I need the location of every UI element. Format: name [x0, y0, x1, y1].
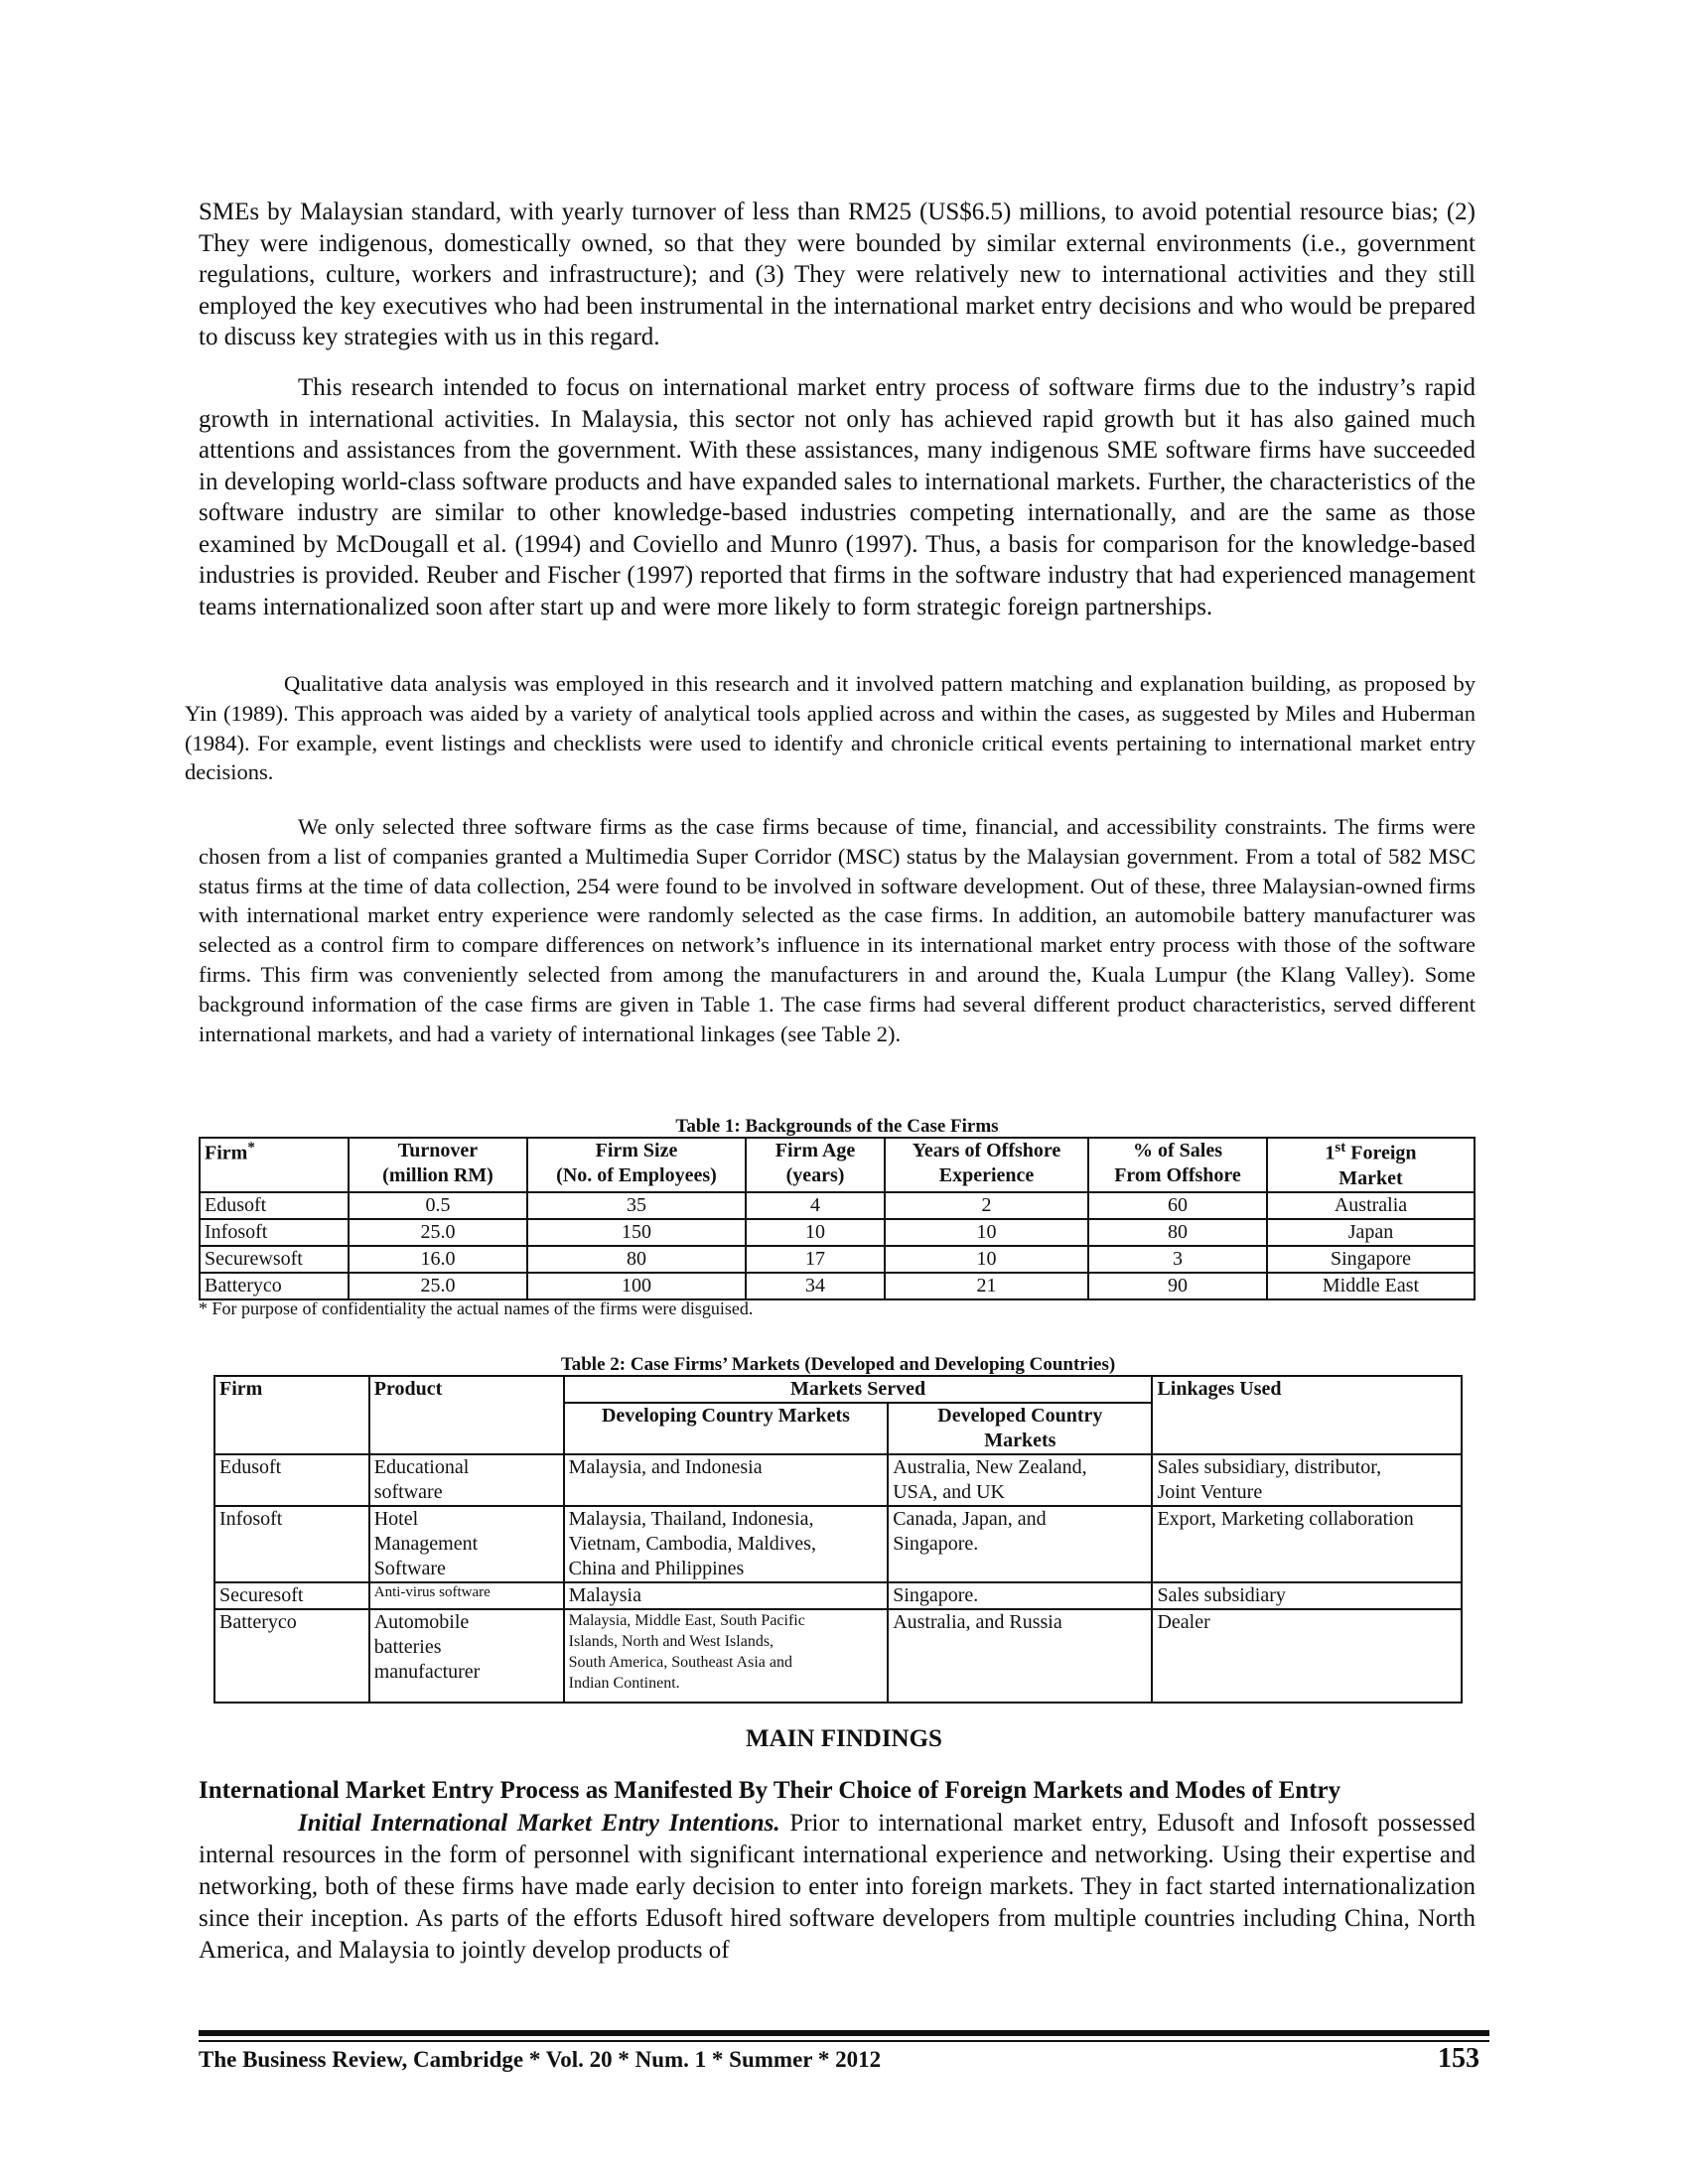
table-row	[214, 1506, 1462, 1582]
table1-caption: Table 1: Backgrounds of the Case Firms	[675, 1116, 999, 1137]
table-cell: 100	[527, 1273, 746, 1299]
table1-header-size: Firm Size (No. of Employees)	[527, 1138, 746, 1192]
table-cell: Edusoft	[200, 1192, 349, 1219]
table-cell: 35	[527, 1192, 746, 1219]
table-cell: Anti-virus software	[369, 1582, 564, 1609]
table-cell: Infosoft	[214, 1506, 369, 1582]
table-cell: Dealer	[1152, 1609, 1462, 1703]
table-cell: Securewsoft	[200, 1246, 349, 1273]
table-row	[200, 1192, 1475, 1219]
body-paragraph: We only selected three software firms as the case firms because of time, financial, and accessibility constraints. The firms were chosen from a list of companies granted a Multimedia Super Corridor (MSC) status by the Malaysian government. From a total of 582 MSC status firms at the time of data collection, 254 were found to be involved in software development. Out of these, three Malaysian-owned firms with international market entry experience were randomly selected as the case firms. In addition, an automobile battery manufacturer was selected as a control firm to compare differences on network’s influence in its international market entry process with those of the software firms. This firm was conveniently selected from among the manufacturers in and around the, Kuala Lumpur (the Klang Valley). Some background information of the case firms are given in Table 1. The case firms had several different product characteristics, served different international markets, and had a variety of international linkages (see Table 2).	[199, 814, 1476, 1046]
table-cell: 10	[885, 1219, 1088, 1246]
page-number: 153	[1438, 2043, 1479, 2074]
table-row	[200, 1246, 1475, 1273]
table-cell: 34	[746, 1273, 885, 1299]
table-cell: 10	[885, 1246, 1088, 1273]
paragraph-lead: Initial International Market Entry Intentions.	[298, 1810, 780, 1837]
body-paragraph: This research intended to focus on international market entry process of software firms due to the industry’s rapid growth in international activities. In Malaysia, this sector not only has achieved rapid growth but it has also gained much attentions and assistances from the government. With these assistances, many indigenous SME software firms have succeeded in developing world-class software products and have expanded sales to international markets. Further, the characteristics of the software industry are similar to other knowledge-based industries competing internationally, and are the same as those examined by McDougall et al. (1994) and Coviello and Munro (1997). Thus, a basis for comparison for the knowledge-based industries is provided. Reuber and Fischer (1997) reported that firms in the software industry that had experienced management teams internationalized soon after start up and were more likely to form strategic foreign partnerships.	[199, 374, 1476, 620]
table1-header-foreign-market: 1st Foreign Market	[1267, 1138, 1475, 1192]
table-cell: Australia	[1267, 1192, 1475, 1219]
table1	[199, 1137, 1476, 1300]
table1-header-age: Firm Age (years)	[746, 1138, 885, 1192]
subsection-heading: International Market Entry Process as Manifested By Their Choice of Foreign Markets and Modes of Entry	[199, 1777, 1341, 1804]
table-cell: Educational software	[369, 1454, 564, 1506]
table-cell: Malaysia, and Indonesia	[564, 1454, 889, 1506]
table1-header-offshore: Years of Offshore Experience	[885, 1138, 1088, 1192]
table-cell: Middle East	[1267, 1273, 1475, 1299]
table-cell: 80	[1088, 1219, 1267, 1246]
table1-header-turnover: Turnover (million RM)	[349, 1138, 527, 1192]
table2-header-linkages: Linkages Used	[1152, 1376, 1462, 1454]
table-row	[200, 1219, 1475, 1246]
table-cell: Automobile batteries manufacturer	[369, 1609, 564, 1703]
table-cell: Canada, Japan, and Singapore.	[888, 1506, 1152, 1582]
table-cell: 3	[1088, 1246, 1267, 1273]
table-cell: Malaysia	[564, 1582, 889, 1609]
journal-citation: The Business Review, Cambridge * Vol. 20 * Num. 1 * Summer * 2012	[199, 2047, 882, 2072]
section-heading: MAIN FINDINGS	[746, 1725, 942, 1752]
table1-header-firm: Firm*	[200, 1138, 349, 1192]
table-cell: 4	[746, 1192, 885, 1219]
table-cell: Batteryco	[200, 1273, 349, 1299]
table-cell: Securesoft	[214, 1582, 369, 1609]
table-cell: 17	[746, 1246, 885, 1273]
table-cell: Malaysia, Thailand, Indonesia, Vietnam, Cambodia, Maldives, China and Philippines	[564, 1506, 889, 1582]
table1-header-row	[200, 1138, 1475, 1192]
body-paragraph	[199, 1808, 1476, 1967]
table-cell: Japan	[1267, 1219, 1475, 1246]
table-cell: 16.0	[349, 1246, 527, 1273]
table-cell: Sales subsidiary	[1152, 1582, 1462, 1609]
table-cell: 0.5	[349, 1192, 527, 1219]
footer-rule-thin	[199, 2040, 1489, 2042]
table-cell: Australia, New Zealand, USA, and UK	[888, 1454, 1152, 1506]
body-paragraph: Qualitative data analysis was employed in this research and it involved pattern matching and explanation building, as proposed by Yin (1989). This approach was aided by a variety of analytical tools applied across and within the cases, as suggested by Miles and Huberman (1984). For example, event listings and checklists were used to identify and chronicle critical events pertaining to international market entry decisions.	[185, 671, 1476, 785]
table-cell: Singapore	[1267, 1246, 1475, 1273]
table-cell: 25.0	[349, 1273, 527, 1299]
table-cell: 10	[746, 1219, 885, 1246]
table-cell: Infosoft	[200, 1219, 349, 1246]
table2-header-developed: Developed Country Markets	[888, 1403, 1152, 1454]
table2	[213, 1375, 1463, 1704]
table-row	[214, 1582, 1462, 1609]
table2-header-developing: Developing Country Markets	[564, 1403, 889, 1454]
table-cell: 2	[885, 1192, 1088, 1219]
table2-header-firm: Firm	[214, 1376, 369, 1454]
body-paragraph: SMEs by Malaysian standard, with yearly turnover of less than RM25 (US$6.5) millions, to avoid potential resource bias; (2) They were indigenous, domestically owned, so that they were bounded by similar external environments (i.e., government regulations, culture, workers and infrastructure); and (3) They were relatively new to international activities and they still employed the key executives who had been instrumental in the international market entry decisions and who would be prepared to discuss key strategies with us in this regard.	[199, 199, 1476, 350]
footer-rule	[199, 2030, 1489, 2036]
table-cell: Sales subsidiary, distributor, Joint Venture	[1152, 1454, 1462, 1506]
table-cell: 80	[527, 1246, 746, 1273]
table-cell: Malaysia, Middle East, South Pacific Islands, North and West Islands, South America, Southeast Asia and Indian Continent.	[564, 1609, 889, 1703]
table-cell: Edusoft	[214, 1454, 369, 1506]
paragraph-text: Prior to international market entry, Edusoft and Infosoft possessed internal resources in the form of personnel with significant international experience and networking. Using their expertise and networking, both of these firms have made early decision to enter into foreign markets. They in fact started internationalization since their inception. As parts of the efforts Edusoft hired software developers from multiple countries including China, North America, and Malaysia to jointly develop products of	[199, 1810, 1476, 1964]
table-cell: 60	[1088, 1192, 1267, 1219]
table1-header-sales: % of Sales From Offshore	[1088, 1138, 1267, 1192]
table-cell: Singapore.	[888, 1582, 1152, 1609]
table-cell: 90	[1088, 1273, 1267, 1299]
table2-header-markets: Markets Served	[564, 1376, 1153, 1403]
table-cell: Australia, and Russia	[888, 1609, 1152, 1703]
table-cell: Hotel Management Software	[369, 1506, 564, 1582]
table2-header-product: Product	[369, 1376, 564, 1454]
table-row	[200, 1273, 1475, 1299]
table1-footnote: * For purpose of confidentiality the actual names of the firms were disguised.	[199, 1298, 754, 1318]
table2-header-row	[214, 1376, 1462, 1403]
table-cell: Export, Marketing collaboration	[1152, 1506, 1462, 1582]
table-cell: 21	[885, 1273, 1088, 1299]
table-row	[214, 1609, 1462, 1703]
table2-caption: Table 2: Case Firms’ Markets (Developed and Developing Countries)	[560, 1354, 1116, 1375]
table-row	[214, 1454, 1462, 1506]
table-cell: Batteryco	[214, 1609, 369, 1703]
table-cell: 150	[527, 1219, 746, 1246]
table-cell: 25.0	[349, 1219, 527, 1246]
